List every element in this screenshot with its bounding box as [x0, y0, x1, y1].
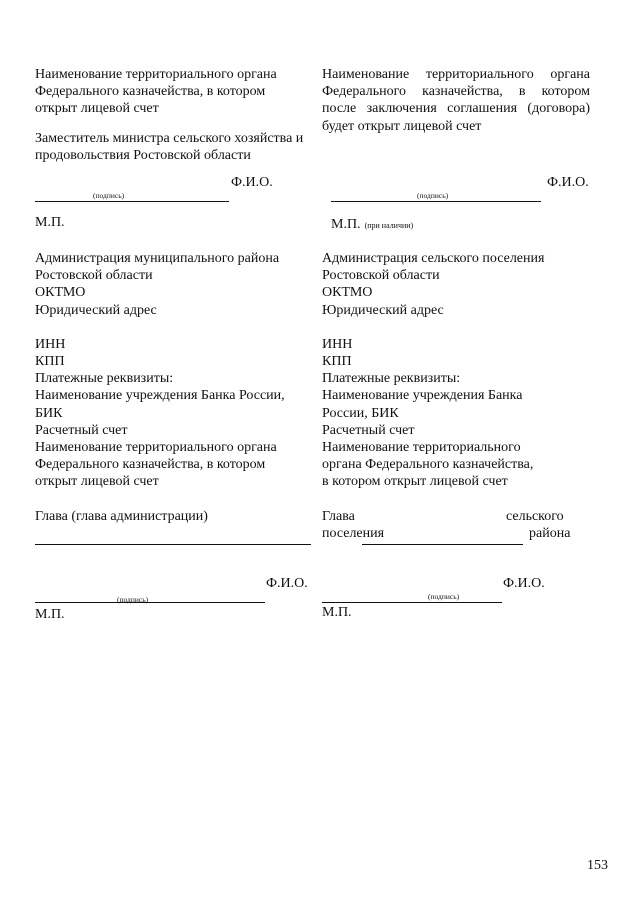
left-stamp-label-2: М.П. [35, 607, 65, 622]
left-req-line: открыт лицевой счет [35, 474, 159, 490]
right-req-line: ИНН [322, 336, 353, 352]
left-stamp-label: М.П. [35, 215, 65, 230]
right-org-line: Юридический адрес [322, 302, 444, 318]
left-req-line: КПП [35, 354, 65, 370]
left-signature-line-2 [35, 590, 265, 603]
left-req-line: Наименование территориального органа [35, 440, 277, 456]
right-head-label-2: поселения [322, 526, 385, 541]
left-req-line: Расчетный счет [35, 422, 128, 438]
page-number: 153 [587, 858, 608, 873]
right-signature-line-2 [322, 590, 502, 603]
left-head-line2 [35, 540, 311, 545]
left-req-line: Федерального казначейства, в котором [35, 457, 266, 473]
left-org-line: ОКТМО [35, 285, 86, 301]
right-req-line: органа Федерального казначейства, [322, 457, 534, 473]
left-signer-position: Заместитель министра сельского хозяйства и продовольствия Ростовской области [35, 130, 304, 163]
right-req-line: КПП [322, 354, 352, 370]
right-req-line: России, БИК [322, 405, 399, 421]
left-party-column [35, 66, 311, 164]
left-signature-line [35, 189, 229, 202]
right-party-column [322, 66, 590, 135]
right-head-suffix-2: района [529, 526, 571, 541]
right-head-suffix: сельского [506, 509, 564, 524]
right-org-block [322, 250, 590, 491]
right-stamp-label-2: М.П. [322, 605, 352, 620]
right-org-line: Администрация сельского поселения [322, 251, 545, 266]
right-req-line: Наименование территориального [322, 440, 521, 456]
left-signature-block [35, 175, 311, 205]
right-signature-block-2 [322, 576, 590, 606]
right-head-line-2 [386, 540, 523, 545]
right-req-line: Платежные реквизиты: [322, 371, 461, 387]
right-stamp-block [331, 215, 413, 233]
left-signature-caption-2: (подпись) [117, 595, 149, 604]
right-fio-label: Ф.И.О. [547, 175, 589, 190]
right-stamp-label: М.П. [331, 217, 361, 232]
left-fio-label-2: Ф.И.О. [266, 576, 308, 591]
left-org-line: Юридический адрес [35, 302, 157, 318]
left-req-line: ИНН [35, 336, 66, 352]
right-stamp-note: (при наличии) [364, 221, 414, 230]
right-fio-label-2: Ф.И.О. [503, 576, 545, 591]
left-fio-label: Ф.И.О. [231, 175, 273, 190]
left-org-block [35, 250, 311, 491]
right-signature-caption: (подпись) [417, 191, 449, 200]
right-org-line: Ростовской области [322, 268, 440, 284]
right-treasury-text: Наименование территориального органа Федерального казначейства, в котором после заключения соглашения (договора) будет открыт лицевой счет [322, 67, 590, 134]
right-signature-block [331, 175, 593, 205]
left-treasury-text: Наименование территориального органа Федерального казначейства, в котором открыт лицевой счет [35, 67, 277, 117]
left-signature-block-2 [35, 576, 315, 606]
right-req-line: Расчетный счет [322, 422, 415, 438]
left-org-line: Ростовской области [35, 268, 153, 284]
right-org-line: ОКТМО [322, 285, 373, 301]
left-org-line: Администрация муниципального района [35, 251, 280, 266]
left-signature-caption: (подпись) [93, 191, 125, 200]
right-head-block [322, 508, 590, 548]
left-head-label: Глава (глава администрации) [35, 509, 208, 524]
right-signature-caption-2: (подпись) [428, 592, 460, 601]
left-req-line: Платежные реквизиты: [35, 371, 174, 387]
right-req-line: Наименование учреждения Банка [322, 388, 523, 404]
left-req-line: БИК [35, 405, 63, 421]
left-head-block [35, 508, 311, 548]
left-req-line: Наименование учреждения Банка России, [35, 388, 285, 404]
right-head-label: Глава [322, 509, 355, 524]
right-req-line: в котором открыт лицевой счет [322, 474, 508, 490]
